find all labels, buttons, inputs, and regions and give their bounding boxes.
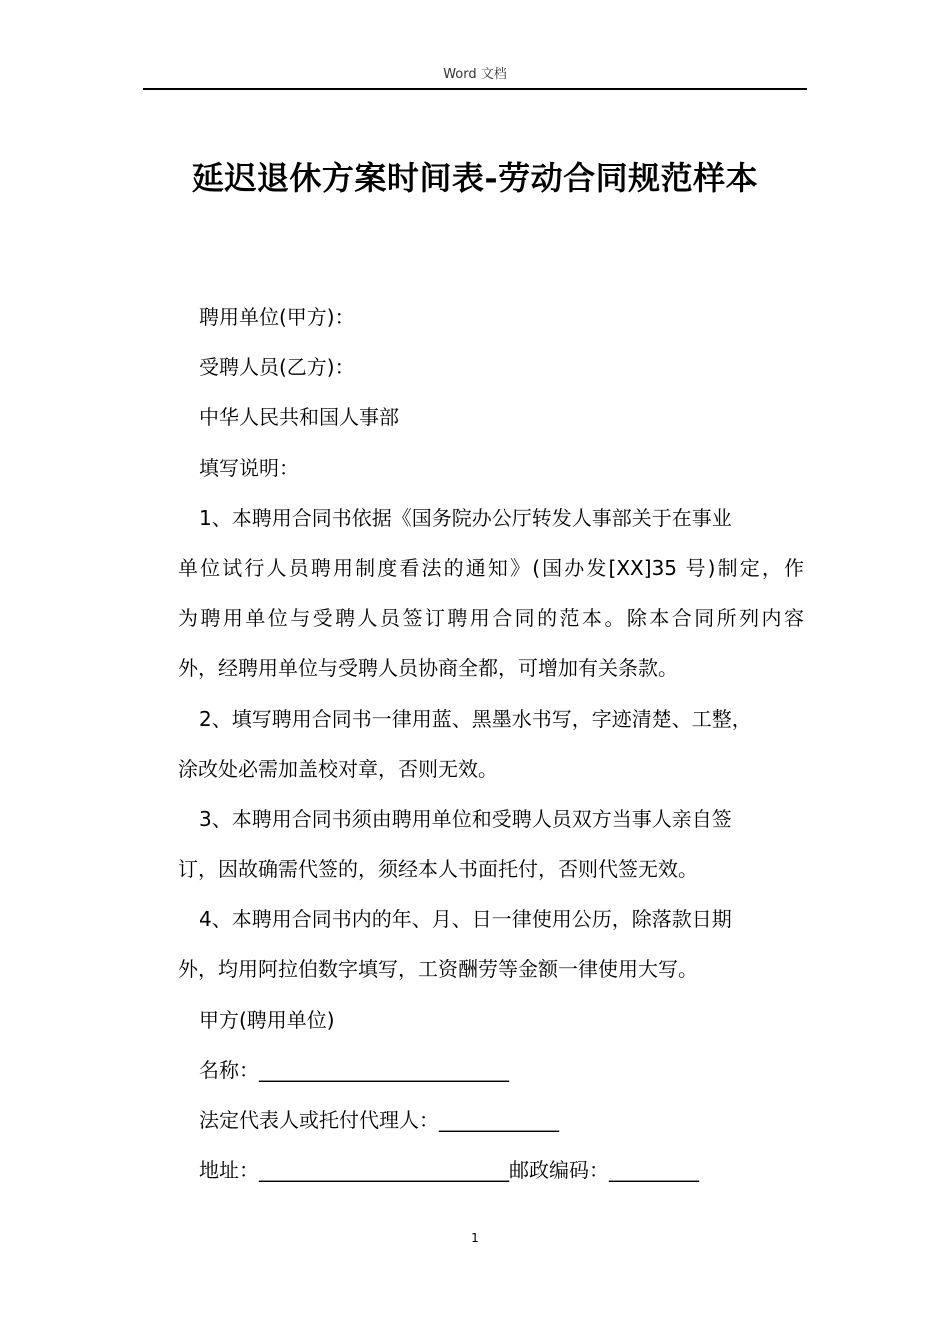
instruction-2-line-2: 涂改处必需加盖校对章，否则无效。: [178, 756, 498, 781]
party-a-line: 聘用单位(甲方)：: [199, 305, 355, 329]
document-body: [178, 292, 804, 1195]
header-text: Word 文档: [443, 67, 507, 82]
name-blank: _________________________: [259, 1057, 509, 1082]
instruction-1-line-2: 单位试行人员聘用制度看法的通知》(国办发[XX]35 号)制定，作: [178, 555, 804, 580]
page-number: 1: [471, 1231, 479, 1245]
instruction-1-line-3: 为聘用单位与受聘人员签订聘用合同的范本。除本合同所列内容: [178, 606, 804, 631]
document-title: 延迟退休方案时间表-劳动合同规范样本: [191, 159, 759, 197]
instruction-2-line-1: 2、填写聘用合同书一律用蓝、黑墨水书写，字迹清楚、工整，: [199, 706, 752, 731]
instructions-heading: 填写说明：: [199, 455, 299, 480]
issuer-line: 中华人民共和国人事部: [199, 405, 399, 430]
address-field-line: [178, 1145, 804, 1195]
party-a-section-heading: 甲方(聘用单位): [199, 1007, 335, 1032]
party-b-line: 受聘人员(乙方)：: [199, 355, 355, 380]
representative-blank: ____________: [439, 1108, 559, 1132]
representative-label: 法定代表人或托付代理人：: [199, 1108, 439, 1132]
instruction-1-line-1: 1、本聘用合同书依据《国务院办公厅转发人事部关于在事业: [199, 505, 732, 530]
page-header: [143, 66, 807, 90]
name-label: 名称：: [199, 1057, 259, 1082]
representative-field-line: [178, 1095, 804, 1145]
instruction-4-line-1: 4、本聘用合同书内的年、月、日一律使用公历，除落款日期: [199, 907, 732, 932]
instruction-4-line-2: 外，均用阿拉伯数字填写，工资酬劳等金额一律使用大写。: [178, 957, 698, 982]
instruction-3-line-2: 订，因故确需代签的，须经本人书面托付，否则代签无效。: [178, 857, 698, 882]
address-blank: _________________________: [259, 1158, 509, 1183]
name-field-line: [178, 1045, 804, 1095]
postcode-label: 邮政编码：: [509, 1158, 609, 1183]
postcode-blank: _________: [609, 1158, 699, 1183]
instruction-3-line-1: 3、本聘用合同书须由聘用单位和受聘人员双方当事人亲自签: [199, 806, 732, 831]
instruction-1-line-4: 外，经聘用单位与受聘人员协商全都，可增加有关条款。: [178, 656, 678, 681]
address-label: 地址：: [199, 1158, 259, 1183]
